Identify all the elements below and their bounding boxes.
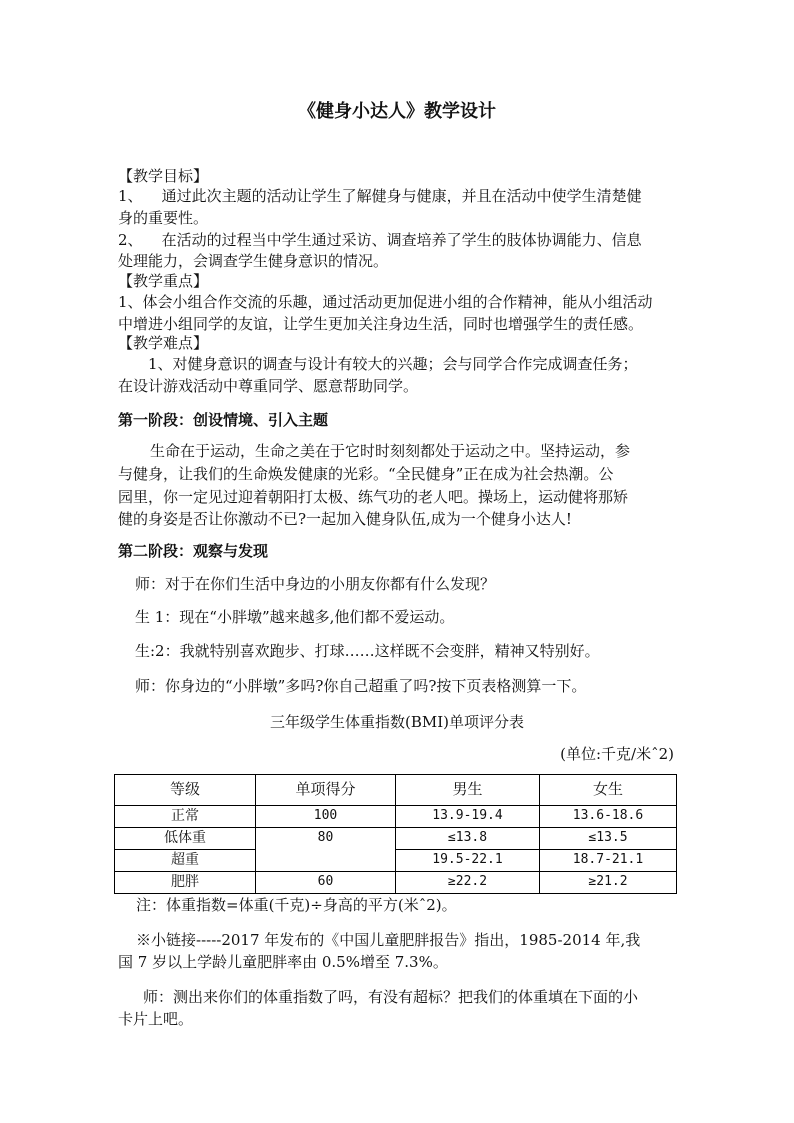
stage-1-line-3: 园里，你一定见过迎着朝阳打太极、练气功的老人吧。操场上，运动健将那矫 (118, 488, 629, 506)
difficulties-line-2: 在设计游戏活动中尊重同学、愿意帮助同学。 (118, 377, 419, 395)
header-grade: 等级 (115, 775, 256, 806)
difficulties-heading: 【教学难点】 (118, 334, 209, 352)
female-range-cell: ≤13.5 (540, 828, 677, 850)
key-points-line-1: 1、体会小组合作交流的乐趣，通过活动更加促进小组的合作精神，能从小组活动 (118, 293, 653, 311)
female-range-cell: 13.6-18.6 (540, 806, 677, 828)
closing-line-2: 卡片上吧。 (118, 1010, 194, 1028)
female-range-cell: ≥21.2 (540, 872, 677, 894)
document-title: 《健身小达人》教学设计 (298, 101, 496, 122)
objective-1-line-2: 身的重要性。 (118, 209, 209, 227)
male-range-cell: ≤13.8 (396, 828, 540, 850)
teacher-question-1: 师：对于在你们生活中身边的小朋友你都有什么发现？ (135, 575, 496, 593)
stage-1-line-2: 与健身，让我们的生命焕发健康的光彩。“全民健身”正在成为社会热潮。公 (118, 465, 614, 483)
male-range-cell: 13.9-19.4 (396, 806, 540, 828)
header-female: 女生 (540, 775, 677, 806)
student-answer-1: 生 1：现在“小胖墩”越来越多,他们都不爱运动。 (135, 608, 455, 626)
stage-1-line-4: 健的身姿是否让你激动不已?一起加入健身队伍,成为一个健身小达人! (118, 510, 572, 528)
grade-cell: 肥胖 (115, 872, 256, 894)
score-cell: 60 (256, 872, 396, 894)
table-caption: 三年级学生体重指数(BMI)单项评分表 (269, 713, 524, 731)
table-row (115, 828, 677, 850)
link-line-2: 国 7 岁以上学龄儿童肥胖率由 0.5%增至 7.3%。 (118, 953, 448, 971)
objective-2-line-2: 处理能力，会调查学生健身意识的情况。 (118, 252, 389, 270)
objectives-heading: 【教学目标】 (118, 167, 209, 185)
table-row (115, 850, 677, 872)
objective-2-line-1: 2、 在活动的过程当中学生通过采访、调查培养了学生的肢体协调能力、信息 (118, 231, 642, 249)
stage-2-heading: 第二阶段：观察与发现 (118, 542, 269, 560)
table-unit: (单位:千克/米ˆ2) (560, 745, 674, 763)
key-points-line-2: 中增进小组同学的友谊，让学生更加关注身边生活，同时也增强学生的责任感。 (118, 315, 644, 333)
score-cell: 100 (256, 806, 396, 828)
table-header-row (115, 775, 677, 806)
table-row (115, 872, 677, 894)
objective-1-line-1: 1、 通过此次主题的活动让学生了解健身与健康，并且在活动中使学生清楚健 (118, 187, 642, 205)
table-note: 注：体重指数=体重(千克)÷身高的平方(米ˆ2)。 (136, 896, 457, 914)
male-range-cell: ≥22.2 (396, 872, 540, 894)
grade-cell: 低体重 (115, 828, 256, 850)
bmi-table (114, 774, 677, 894)
stage-1-heading: 第一阶段：创设情境、引入主题 (118, 411, 329, 429)
link-line-1: ※小链接-----2017 年发布的《中国儿童肥胖报告》指出，1985-2014 年,我 (136, 931, 641, 949)
header-score: 单项得分 (256, 775, 396, 806)
score-cell: 80 (256, 828, 396, 872)
female-range-cell: 18.7-21.1 (540, 850, 677, 872)
student-answer-2: 生:2：我就特别喜欢跑步、打球……这样既不会变胖，精神又特别好。 (135, 642, 600, 660)
header-male: 男生 (396, 775, 540, 806)
male-range-cell: 19.5-22.1 (396, 850, 540, 872)
grade-cell: 正常 (115, 806, 256, 828)
difficulties-line-1: 1、对健身意识的调查与设计有较大的兴趣；会与同学合作完成调查任务； (148, 355, 638, 373)
stage-1-line-1: 生命在于运动，生命之美在于它时时刻刻都处于运动之中。坚持运动，参 (150, 442, 631, 460)
teacher-question-2: 师：你身边的“小胖墩”多吗?你自己超重了吗?按下页表格测算一下。 (135, 677, 587, 695)
grade-cell: 超重 (115, 850, 256, 872)
key-points-heading: 【教学重点】 (118, 272, 209, 290)
table-row (115, 806, 677, 828)
closing-line-1: 师：测出来你们的体重指数了吗，有没有超标？把我们的体重填在下面的小 (143, 988, 639, 1006)
